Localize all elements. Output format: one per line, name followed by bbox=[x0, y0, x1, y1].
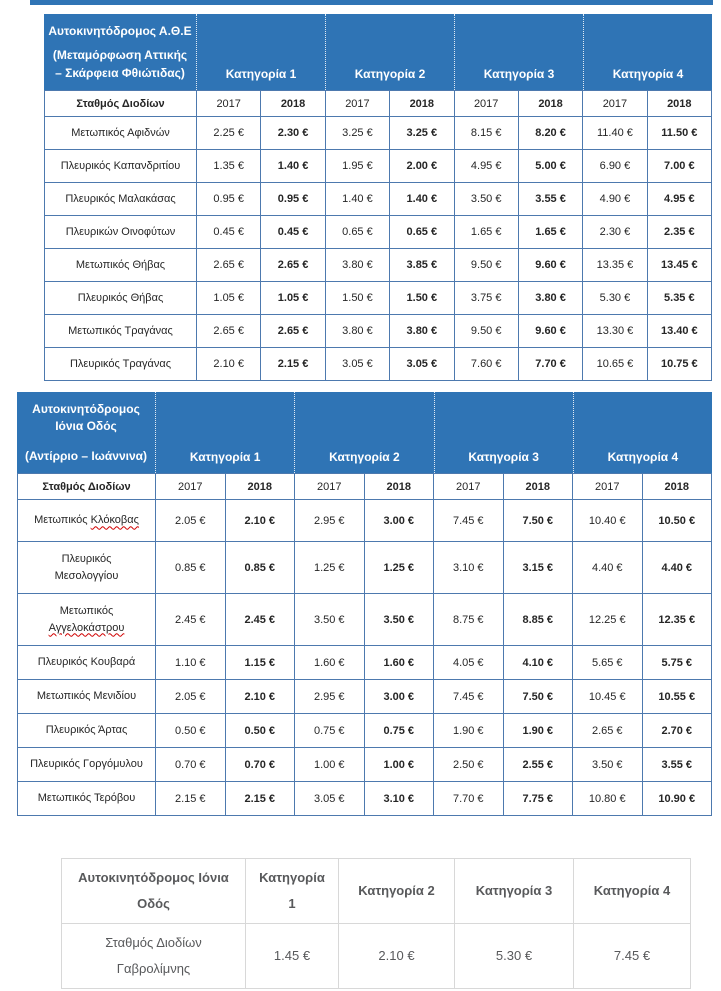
toll-value-cell: 2.15 € bbox=[156, 782, 226, 816]
toll-station-row bbox=[45, 117, 712, 150]
station-name-cell: Πλευρικός Καπανδριτίου bbox=[45, 150, 197, 183]
toll-station-row bbox=[18, 646, 712, 680]
toll-value-cell: 7.50 € bbox=[503, 500, 573, 542]
station-name-cell: Μετωπικός Τερόβου bbox=[18, 782, 156, 816]
ionia-toll-table bbox=[17, 392, 712, 816]
toll-value-cell: 4.95 € bbox=[454, 150, 518, 183]
toll-value-cell: 1.00 € bbox=[295, 748, 365, 782]
athe-category-1-header: Κατηγορία 1 bbox=[196, 14, 325, 90]
year-2017-header-cell: 2017 bbox=[156, 474, 226, 500]
athe-category-3-header: Κατηγορία 3 bbox=[454, 14, 583, 90]
toll-value-cell: 2.70 € bbox=[642, 714, 712, 748]
toll-value-cell: 2.30 € bbox=[261, 117, 325, 150]
summary-category-3-header: Κατηγορία 3 bbox=[455, 859, 574, 924]
year-2017-header-cell: 2017 bbox=[325, 91, 389, 117]
station-name-cell: Πλευρικών Οινοφύτων bbox=[45, 216, 197, 249]
toll-value-cell: 3.10 € bbox=[364, 782, 434, 816]
station-name-cell: Πλευρικός Άρτας bbox=[18, 714, 156, 748]
toll-value-cell: 2.65 € bbox=[197, 249, 261, 282]
toll-value-cell: 4.40 € bbox=[573, 542, 643, 594]
toll-value-cell: 3.80 € bbox=[325, 249, 389, 282]
toll-value-cell: 3.05 € bbox=[390, 348, 454, 381]
summary-value-cat4: 7.45 € bbox=[574, 924, 691, 989]
toll-value-cell: 3.80 € bbox=[518, 282, 582, 315]
toll-value-cell: 2.10 € bbox=[197, 348, 261, 381]
toll-value-cell: 9.50 € bbox=[454, 315, 518, 348]
spellcheck-underline: Κλόκοβας bbox=[90, 514, 139, 527]
ionia-table-subtitle: (Αντίρριο – Ιωάννινα) bbox=[24, 448, 147, 463]
athe-table-subtitle: (Μεταμόρφωση Αττικής – Σκάρφεια Φθιώτιδας) bbox=[52, 48, 188, 80]
toll-value-cell: 1.00 € bbox=[364, 748, 434, 782]
toll-value-cell: 2.50 € bbox=[434, 748, 504, 782]
station-column-header-cell: Σταθμός Διοδίων bbox=[45, 91, 197, 117]
summary-category-2-header: Κατηγορία 2 bbox=[339, 859, 455, 924]
year-2018-header-cell: 2018 bbox=[647, 91, 711, 117]
toll-value-cell: 1.50 € bbox=[325, 282, 389, 315]
toll-value-cell: 5.30 € bbox=[583, 282, 647, 315]
athe-table-body bbox=[44, 90, 712, 381]
toll-station-row bbox=[18, 542, 712, 594]
ionia-title-cell bbox=[17, 392, 155, 473]
year-2017-header-cell: 2017 bbox=[583, 91, 647, 117]
station-name-cell: Πλευρικός Μαλακάσας bbox=[45, 183, 197, 216]
toll-value-cell: 2.10 € bbox=[225, 680, 295, 714]
toll-value-cell: 1.05 € bbox=[197, 282, 261, 315]
toll-value-cell: 3.80 € bbox=[390, 315, 454, 348]
toll-value-cell: 3.00 € bbox=[364, 500, 434, 542]
year-2018-header-cell: 2018 bbox=[642, 474, 712, 500]
toll-value-cell: 13.45 € bbox=[647, 249, 711, 282]
toll-station-row bbox=[18, 714, 712, 748]
toll-value-cell: 4.05 € bbox=[434, 646, 504, 680]
toll-value-cell: 13.40 € bbox=[647, 315, 711, 348]
toll-value-cell: 8.85 € bbox=[503, 594, 573, 646]
toll-value-cell: 2.10 € bbox=[225, 500, 295, 542]
toll-value-cell: 2.65 € bbox=[261, 315, 325, 348]
ionia-category-4-header: Κατηγορία 4 bbox=[573, 392, 712, 473]
athe-table-header bbox=[44, 14, 712, 90]
toll-value-cell: 11.50 € bbox=[647, 117, 711, 150]
toll-station-row bbox=[45, 348, 712, 381]
athe-category-4-header: Κατηγορία 4 bbox=[583, 14, 712, 90]
toll-value-cell: 9.60 € bbox=[518, 249, 582, 282]
toll-value-cell: 2.65 € bbox=[261, 249, 325, 282]
toll-value-cell: 4.40 € bbox=[642, 542, 712, 594]
toll-value-cell: 3.15 € bbox=[503, 542, 573, 594]
ionia-table-body bbox=[17, 473, 712, 816]
toll-value-cell: 3.80 € bbox=[325, 315, 389, 348]
toll-value-cell: 6.90 € bbox=[583, 150, 647, 183]
toll-value-cell: 1.35 € bbox=[197, 150, 261, 183]
toll-value-cell: 10.45 € bbox=[573, 680, 643, 714]
toll-value-cell: 0.95 € bbox=[197, 183, 261, 216]
gavrolimni-summary-table bbox=[61, 858, 691, 989]
station-name-cell: Μετωπικός Θήβας bbox=[45, 249, 197, 282]
summary-value-cat1: 1.45 € bbox=[246, 924, 339, 989]
toll-value-cell: 5.35 € bbox=[647, 282, 711, 315]
toll-value-cell: 1.50 € bbox=[390, 282, 454, 315]
toll-value-cell: 0.65 € bbox=[325, 216, 389, 249]
toll-value-cell: 4.90 € bbox=[583, 183, 647, 216]
year-2017-header-cell: 2017 bbox=[434, 474, 504, 500]
toll-station-row bbox=[18, 680, 712, 714]
year-2018-header-cell: 2018 bbox=[503, 474, 573, 500]
toll-value-cell: 3.50 € bbox=[295, 594, 365, 646]
toll-value-cell: 2.45 € bbox=[225, 594, 295, 646]
year-2017-header-cell: 2017 bbox=[573, 474, 643, 500]
toll-value-cell: 10.40 € bbox=[573, 500, 643, 542]
toll-value-cell: 10.65 € bbox=[583, 348, 647, 381]
year-2018-header-cell: 2018 bbox=[261, 91, 325, 117]
toll-value-cell: 3.55 € bbox=[518, 183, 582, 216]
station-name-cell: Μετωπικός Αγγελοκάστρου bbox=[18, 594, 156, 646]
toll-value-cell: 10.90 € bbox=[642, 782, 712, 816]
toll-value-cell: 2.00 € bbox=[390, 150, 454, 183]
year-2018-header-cell: 2018 bbox=[364, 474, 434, 500]
station-name-cell: Πλευρικός Τραγάνας bbox=[45, 348, 197, 381]
year-2017-header-cell: 2017 bbox=[295, 474, 365, 500]
previous-table-edge-strip bbox=[30, 0, 713, 5]
toll-value-cell: 11.40 € bbox=[583, 117, 647, 150]
year-2017-header-cell: 2017 bbox=[454, 91, 518, 117]
toll-value-cell: 7.70 € bbox=[434, 782, 504, 816]
toll-value-cell: 0.85 € bbox=[156, 542, 226, 594]
toll-value-cell: 2.15 € bbox=[225, 782, 295, 816]
toll-value-cell: 7.45 € bbox=[434, 680, 504, 714]
ionia-category-1-header: Κατηγορία 1 bbox=[155, 392, 294, 473]
toll-value-cell: 3.05 € bbox=[325, 348, 389, 381]
toll-value-cell: 1.10 € bbox=[156, 646, 226, 680]
toll-value-cell: 12.25 € bbox=[573, 594, 643, 646]
toll-value-cell: 10.55 € bbox=[642, 680, 712, 714]
year-2017-header-cell: 2017 bbox=[197, 91, 261, 117]
toll-value-cell: 3.50 € bbox=[454, 183, 518, 216]
toll-value-cell: 1.25 € bbox=[295, 542, 365, 594]
toll-value-cell: 1.25 € bbox=[364, 542, 434, 594]
toll-value-cell: 2.05 € bbox=[156, 500, 226, 542]
toll-value-cell: 0.50 € bbox=[156, 714, 226, 748]
toll-value-cell: 1.40 € bbox=[325, 183, 389, 216]
station-name-cell: Πλευρικός Θήβας bbox=[45, 282, 197, 315]
toll-value-cell: 9.50 € bbox=[454, 249, 518, 282]
summary-data-row bbox=[62, 924, 691, 989]
spellcheck-underline: Αγγελοκάστρου bbox=[48, 621, 125, 634]
toll-value-cell: 2.35 € bbox=[647, 216, 711, 249]
toll-station-row bbox=[45, 150, 712, 183]
toll-value-cell: 2.05 € bbox=[156, 680, 226, 714]
toll-value-cell: 7.50 € bbox=[503, 680, 573, 714]
toll-value-cell: 3.25 € bbox=[325, 117, 389, 150]
toll-value-cell: 7.60 € bbox=[454, 348, 518, 381]
toll-value-cell: 8.75 € bbox=[434, 594, 504, 646]
toll-value-cell: 0.65 € bbox=[390, 216, 454, 249]
summary-value-cat2: 2.10 € bbox=[339, 924, 455, 989]
year-2018-header-cell: 2018 bbox=[225, 474, 295, 500]
toll-value-cell: 1.15 € bbox=[225, 646, 295, 680]
ionia-category-2-header: Κατηγορία 2 bbox=[294, 392, 433, 473]
toll-station-row bbox=[45, 183, 712, 216]
toll-value-cell: 4.10 € bbox=[503, 646, 573, 680]
summary-value-cat3: 5.30 € bbox=[455, 924, 574, 989]
athe-toll-table bbox=[44, 14, 712, 381]
toll-value-cell: 3.25 € bbox=[390, 117, 454, 150]
year-2018-header-cell: 2018 bbox=[390, 91, 454, 117]
toll-value-cell: 7.70 € bbox=[518, 348, 582, 381]
toll-value-cell: 5.00 € bbox=[518, 150, 582, 183]
toll-value-cell: 8.20 € bbox=[518, 117, 582, 150]
ionia-table-header bbox=[17, 392, 712, 473]
toll-value-cell: 7.45 € bbox=[434, 500, 504, 542]
toll-value-cell: 3.50 € bbox=[364, 594, 434, 646]
athe-category-2-header: Κατηγορία 2 bbox=[325, 14, 454, 90]
toll-value-cell: 1.90 € bbox=[434, 714, 504, 748]
toll-station-row bbox=[45, 216, 712, 249]
toll-value-cell: 2.30 € bbox=[583, 216, 647, 249]
toll-value-cell: 1.40 € bbox=[261, 150, 325, 183]
athe-title-cell bbox=[44, 14, 196, 90]
station-name-cell: Μετωπικός Κλόκοβας bbox=[18, 500, 156, 542]
toll-value-cell: 2.55 € bbox=[503, 748, 573, 782]
toll-value-cell: 2.45 € bbox=[156, 594, 226, 646]
toll-value-cell: 0.95 € bbox=[261, 183, 325, 216]
toll-value-cell: 5.75 € bbox=[642, 646, 712, 680]
toll-value-cell: 8.15 € bbox=[454, 117, 518, 150]
toll-value-cell: 3.55 € bbox=[642, 748, 712, 782]
toll-value-cell: 10.50 € bbox=[642, 500, 712, 542]
toll-value-cell: 5.65 € bbox=[573, 646, 643, 680]
athe-table-title: Αυτοκινητόδρομος Α.Θ.Ε bbox=[48, 24, 192, 38]
toll-value-cell: 7.00 € bbox=[647, 150, 711, 183]
toll-value-cell: 1.40 € bbox=[390, 183, 454, 216]
station-name-cell: Πλευρικός Γοργόμυλου bbox=[18, 748, 156, 782]
toll-value-cell: 1.65 € bbox=[454, 216, 518, 249]
toll-value-cell: 1.95 € bbox=[325, 150, 389, 183]
toll-value-cell: 9.60 € bbox=[518, 315, 582, 348]
toll-value-cell: 2.65 € bbox=[573, 714, 643, 748]
toll-value-cell: 0.85 € bbox=[225, 542, 295, 594]
toll-value-cell: 1.65 € bbox=[518, 216, 582, 249]
toll-station-row bbox=[18, 748, 712, 782]
toll-value-cell: 1.60 € bbox=[295, 646, 365, 680]
toll-value-cell: 0.75 € bbox=[295, 714, 365, 748]
year-header-row bbox=[45, 91, 712, 117]
toll-value-cell: 2.25 € bbox=[197, 117, 261, 150]
toll-value-cell: 3.75 € bbox=[454, 282, 518, 315]
toll-value-cell: 1.60 € bbox=[364, 646, 434, 680]
station-name-cell: Πλευρικός Κουβαρά bbox=[18, 646, 156, 680]
toll-station-row bbox=[45, 249, 712, 282]
toll-value-cell: 0.45 € bbox=[261, 216, 325, 249]
toll-value-cell: 2.95 € bbox=[295, 680, 365, 714]
station-name-cell: Πλευρικός Μεσολογγίου bbox=[18, 542, 156, 594]
toll-value-cell: 2.65 € bbox=[197, 315, 261, 348]
toll-value-cell: 13.30 € bbox=[583, 315, 647, 348]
toll-value-cell: 0.70 € bbox=[225, 748, 295, 782]
summary-category-4-header: Κατηγορία 4 bbox=[574, 859, 691, 924]
toll-station-row bbox=[18, 782, 712, 816]
summary-category-1-header: Κατηγορία 1 bbox=[246, 859, 339, 924]
toll-value-cell: 10.80 € bbox=[573, 782, 643, 816]
toll-value-cell: 3.05 € bbox=[295, 782, 365, 816]
toll-station-row bbox=[18, 594, 712, 646]
station-name-cell: Μετωπικός Τραγάνας bbox=[45, 315, 197, 348]
ionia-table-title: Αυτοκινητόδρομος Ιόνια Οδός bbox=[32, 402, 140, 434]
toll-station-row bbox=[18, 500, 712, 542]
toll-value-cell: 0.45 € bbox=[197, 216, 261, 249]
toll-value-cell: 0.50 € bbox=[225, 714, 295, 748]
toll-value-cell: 2.95 € bbox=[295, 500, 365, 542]
summary-station-cell: Σταθμός Διοδίων Γαβρολίμνης bbox=[62, 924, 246, 989]
toll-value-cell: 7.75 € bbox=[503, 782, 573, 816]
station-name-cell: Μετωπικός Μενιδίου bbox=[18, 680, 156, 714]
toll-value-cell: 1.05 € bbox=[261, 282, 325, 315]
toll-value-cell: 3.50 € bbox=[573, 748, 643, 782]
summary-title-cell: Αυτοκινητόδρομος Ιόνια Οδός bbox=[62, 859, 246, 924]
toll-value-cell: 0.75 € bbox=[364, 714, 434, 748]
toll-value-cell: 3.85 € bbox=[390, 249, 454, 282]
toll-value-cell: 0.70 € bbox=[156, 748, 226, 782]
toll-value-cell: 3.10 € bbox=[434, 542, 504, 594]
station-column-header-cell: Σταθμός Διοδίων bbox=[18, 474, 156, 500]
toll-station-row bbox=[45, 315, 712, 348]
toll-value-cell: 12.35 € bbox=[642, 594, 712, 646]
toll-value-cell: 1.90 € bbox=[503, 714, 573, 748]
year-header-row bbox=[18, 474, 712, 500]
toll-value-cell: 4.95 € bbox=[647, 183, 711, 216]
toll-value-cell: 3.00 € bbox=[364, 680, 434, 714]
year-2018-header-cell: 2018 bbox=[518, 91, 582, 117]
summary-header-row bbox=[62, 859, 691, 924]
station-name-cell: Μετωπικός Αφιδνών bbox=[45, 117, 197, 150]
toll-value-cell: 2.15 € bbox=[261, 348, 325, 381]
toll-value-cell: 10.75 € bbox=[647, 348, 711, 381]
toll-station-row bbox=[45, 282, 712, 315]
toll-value-cell: 13.35 € bbox=[583, 249, 647, 282]
ionia-category-3-header: Κατηγορία 3 bbox=[434, 392, 573, 473]
